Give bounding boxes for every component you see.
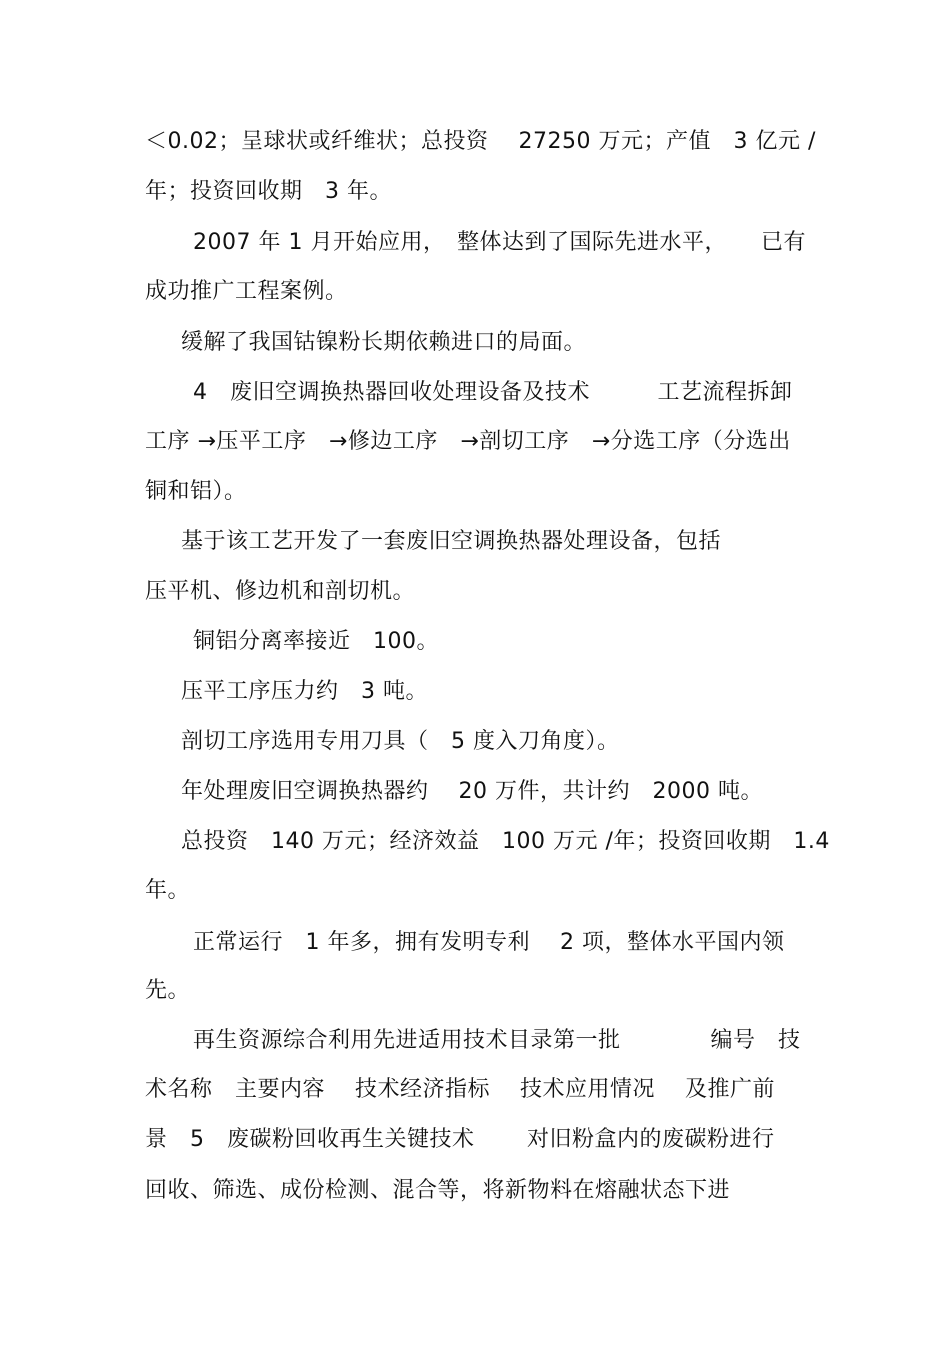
text-line: 铜铝分离率接近 100。: [193, 629, 439, 654]
text-line: 基于该工艺开发了一套废旧空调换热器处理设备，包括: [181, 529, 722, 554]
text-line: 再生资源综合利用先进适用技术目录第一批 编号 技: [193, 1028, 801, 1053]
text-line: 压平机、修边机和剖切机。: [145, 579, 416, 604]
text-line: 先。: [145, 978, 191, 1003]
text-line: 年；投资回收期 3 年。: [145, 179, 392, 204]
text-line: 正常运行 1 年多，拥有发明专利 2 项，整体水平国内领: [193, 930, 785, 955]
text-line: 2007 年 1 月开始应用， 整体达到了国际先进水平， 已有: [193, 230, 806, 255]
text-line: 回收、筛选、成份检测、混合等，将新物料在熔融状态下进: [145, 1178, 731, 1203]
text-line: ＜0.02；呈球状或纤维状；总投资 27250 万元；产值 3 亿元 /: [145, 129, 816, 154]
text-line: 年处理废旧空调换热器约 20 万件，共计约 2000 吨。: [181, 779, 763, 804]
text-line: 总投资 140 万元；经济效益 100 万元 /年；投资回收期 1.4: [181, 829, 830, 854]
text-line: 年。: [145, 878, 191, 903]
text-line: 缓解了我国钴镍粉长期依赖进口的局面。: [181, 330, 587, 355]
text-line: 景 5 废碳粉回收再生关键技术 对旧粉盒内的废碳粉进行: [145, 1127, 775, 1152]
text-line: 压平工序压力约 3 吨。: [181, 679, 428, 704]
text-line: 工序 →压平工序 →修边工序 →剖切工序 →分选工序（分选出: [145, 429, 791, 454]
text-line: 剖切工序选用专用刀具（ 5 度入刀角度）。: [181, 729, 620, 754]
text-line: 成功推广工程案例。: [145, 279, 348, 304]
text-line: 4 废旧空调换热器回收处理设备及技术 工艺流程拆卸: [193, 380, 793, 405]
text-line: 铜和铝）。: [145, 479, 247, 504]
text-line: 术名称 主要内容 技术经济指标 技术应用情况 及推广前: [145, 1077, 775, 1102]
